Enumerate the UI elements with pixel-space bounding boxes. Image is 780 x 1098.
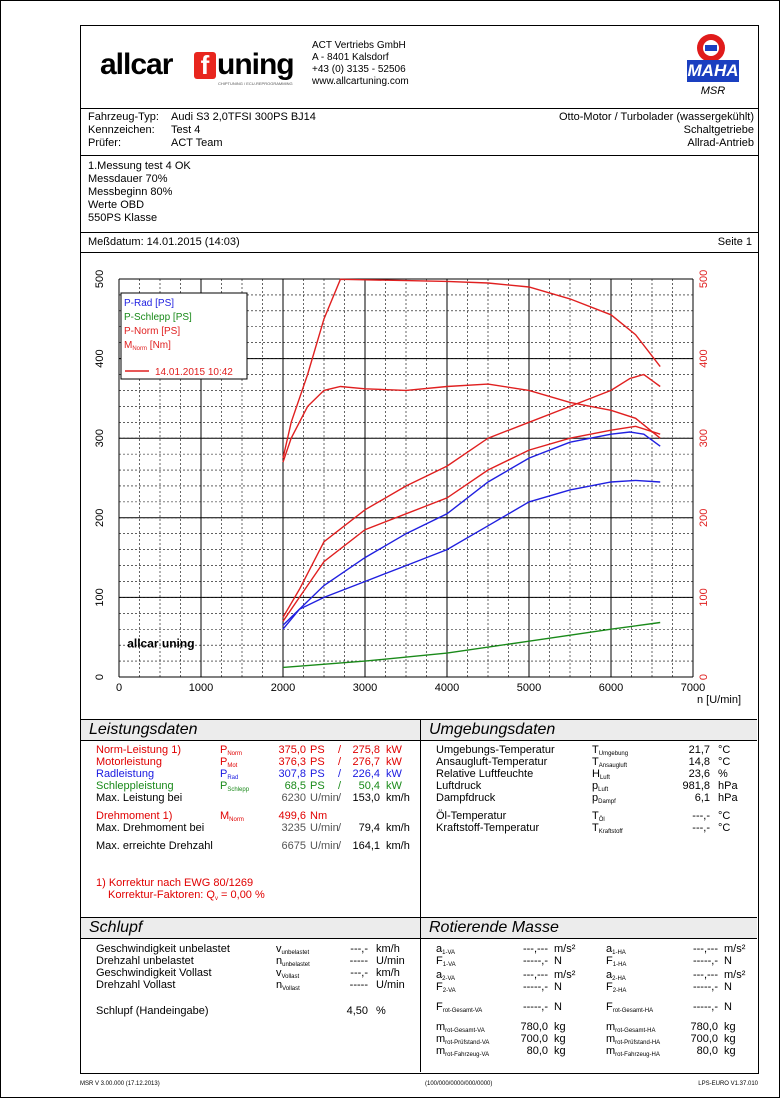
leistung-separator: / (338, 768, 342, 780)
leistung-value-2: 79,4 (358, 822, 380, 834)
symbol: P (220, 756, 228, 768)
vehicle-value: ACT Team (171, 137, 223, 149)
divider (80, 155, 758, 156)
section-title-masse: Rotierende Masse (421, 917, 757, 939)
leistung-value-1: 499,6 (278, 810, 306, 822)
symbol: a (436, 969, 443, 981)
symbol-sub: rot-Gesamt-HA (612, 1008, 654, 1014)
masse-va-unit: N (554, 1001, 562, 1013)
logo-text-left: allcar (100, 48, 173, 81)
leistung-separator: / (338, 756, 342, 768)
masse-va-value: ---,--- (522, 969, 548, 981)
symbol-sub: Schlepp (227, 787, 250, 793)
schlupf-unit: U/min (376, 955, 405, 967)
symbol: a (436, 943, 443, 955)
leistung-unit-1: Nm (310, 810, 328, 822)
note-line: Messdauer 70% (88, 173, 168, 185)
symbol: p (592, 780, 599, 792)
section-title-leistung: Leistungsdaten (81, 719, 420, 741)
symbol: T (592, 822, 599, 834)
masse-ha-unit: N (724, 981, 732, 993)
masse-va-value: -----,- (522, 1001, 548, 1013)
legend-entry: P-Schlepp [PS] (124, 312, 192, 323)
umgebung-unit: °C (718, 810, 731, 822)
symbol-sub: 2-VA (442, 988, 456, 994)
chart-watermark: allcar uning (127, 636, 195, 651)
symbol-sub: Kraftstoff (598, 829, 623, 835)
masse-ha-symbol (606, 1001, 653, 1017)
divider (80, 108, 758, 109)
vehicle-row (88, 111, 316, 124)
schlupf-label: Drehzahl unbelastet (96, 955, 194, 967)
schlupf-label: Drehzahl Vollast (96, 979, 176, 991)
leistung-value-1: 376,3 (278, 756, 306, 768)
symbol-sub: Ansaugluft (598, 763, 628, 769)
leistung-value-2: 226,4 (352, 768, 380, 780)
y-right-tick-label: 400 (698, 349, 710, 368)
masse-ha-unit: N (724, 955, 732, 967)
symbol: P (220, 780, 228, 792)
y-left-tick-label: 100 (94, 588, 106, 607)
masse-va-symbol (436, 981, 456, 997)
symbol-sub: rot-Prüfstand-VA (445, 1040, 490, 1046)
leistung-value-2: 275,8 (352, 744, 380, 756)
masse-ha-symbol (606, 981, 626, 997)
power-torque-chart (81, 253, 757, 715)
maha-logo (683, 33, 743, 101)
umgebung-value: 23,6 (688, 768, 710, 780)
masse-ha-value: 780,0 (690, 1021, 718, 1033)
masse-ha-unit: m/s² (724, 943, 746, 955)
leistung-unit-2: km/h (386, 840, 410, 852)
symbol: v (276, 943, 282, 955)
masse-va-unit: N (554, 955, 562, 967)
leistung-unit-2: kW (386, 744, 402, 756)
symbol: F (436, 981, 443, 993)
leistung-unit-2: km/h (386, 792, 410, 804)
schlupf-table (96, 943, 418, 1033)
series-line-0 (283, 432, 660, 625)
symbol-sub: rot-Prüfstand-HA (615, 1040, 661, 1046)
series-line-6 (283, 384, 660, 462)
section-title-schlupf: Schlupf (81, 917, 420, 939)
umgebung-unit: °C (718, 744, 731, 756)
symbol-sub: 1-HA (612, 962, 627, 968)
schlupf-symbol (276, 979, 300, 995)
umgebung-label: Kraftstoff-Temperatur (436, 822, 540, 834)
leistung-value-1: 6230 (281, 792, 306, 804)
vehicle-info (88, 111, 316, 150)
leistung-unit-1: PS (310, 780, 325, 792)
symbol: F (606, 1001, 613, 1013)
symbol: F (436, 955, 443, 967)
series-line-3 (283, 375, 660, 618)
schlupf-value: ----- (349, 979, 368, 991)
footnote-factors (108, 889, 265, 905)
note-line: 1.Messung test 4 OK (88, 160, 191, 172)
leistung-table (96, 744, 418, 914)
leistung-unit-1: PS (310, 744, 325, 756)
schlupf-value: ---,- (350, 967, 368, 979)
umgebung-label: Luftdruck (436, 780, 482, 792)
note-line: Werte OBD (88, 199, 145, 211)
gearbox-type: Schaltgetriebe (683, 124, 754, 136)
umgebung-value: ---,- (692, 810, 710, 822)
symbol: a (606, 943, 613, 955)
symbol: m (436, 1045, 446, 1057)
schlupf-label: Geschwindigkeit unbelastet (96, 943, 230, 955)
vehicle-info-right (559, 111, 754, 150)
schlupf-label: Geschwindigkeit Vollast (96, 967, 212, 979)
umgebung-symbol (592, 792, 616, 808)
schlupf-value: 4,50 (346, 1005, 368, 1017)
symbol-sub: unbelastet (281, 950, 310, 956)
vehicle-row (88, 124, 316, 137)
masse-va-unit: kg (554, 1045, 566, 1057)
masse-va-symbol (436, 1045, 489, 1061)
symbol: M (220, 810, 230, 822)
symbol-sub: 2-VA (442, 976, 456, 982)
masse-ha-unit: m/s² (724, 969, 746, 981)
leistung-label: Max. erreichte Drehzahl (96, 840, 213, 852)
x-tick-label: 6000 (598, 682, 624, 694)
umgebung-unit: % (718, 768, 728, 780)
footer-version: MSR V 3.00.000 (17.12.2013) (80, 1081, 160, 1087)
maha-ring-text: Maschinenbau Haldenwang (683, 33, 708, 35)
umgebung-unit: °C (718, 756, 731, 768)
masse-table (436, 943, 752, 1071)
leistung-unit-1: U/min (310, 792, 339, 804)
symbol-sub: Vollast (281, 974, 300, 980)
symbol-sub: Norm (227, 751, 243, 757)
footnote-correction: 1) Korrektur nach EWG 80/1269 (96, 877, 254, 889)
umgebung-label: Öl-Temperatur (436, 810, 507, 822)
masse-ha-value: -----,- (692, 1001, 718, 1013)
masse-va-unit: m/s² (554, 943, 576, 955)
vehicle-value: Audi S3 2,0TFSI 300PS BJ14 (171, 111, 316, 123)
note-line: Messbeginn 80% (88, 186, 173, 198)
series-line-1 (283, 480, 660, 629)
symbol: m (436, 1033, 446, 1045)
leistung-label: Max. Leistung bei (96, 792, 183, 804)
umgebung-label: Dampfdruck (436, 792, 496, 804)
umgebung-label: Umgebungs-Temperatur (436, 744, 555, 756)
x-tick-label: 3000 (352, 682, 378, 694)
leistung-symbol (220, 810, 244, 826)
leistung-value-1: 6675 (281, 840, 306, 852)
symbol-sub: Luft (598, 787, 609, 793)
masse-ha-unit: kg (724, 1021, 736, 1033)
x-axis-label: n [U/min] (697, 694, 742, 706)
symbol: P (220, 744, 228, 756)
umgebung-unit: °C (718, 822, 731, 834)
symbol-sub: rot-Fahrzeug-VA (445, 1052, 490, 1058)
leistung-symbol (220, 780, 249, 796)
maha-brand: MAHA (687, 61, 739, 80)
symbol-sub: 2-HA (612, 988, 627, 994)
leistung-value-2: 276,7 (352, 756, 380, 768)
leistung-unit-2: kW (386, 780, 402, 792)
leistung-unit-2: kW (386, 756, 402, 768)
umgebung-value: 6,1 (694, 792, 710, 804)
leistung-value-2: 50,4 (358, 780, 380, 792)
symbol-sub: 1-VA (442, 950, 456, 956)
leistung-separator: / (338, 792, 342, 804)
symbol-sub: 1-HA (612, 950, 626, 956)
y-left-tick-label: 300 (94, 429, 106, 448)
note-line: 550PS Klasse (88, 212, 158, 224)
measurement-notes (88, 160, 191, 225)
masse-va-value: 80,0 (526, 1045, 548, 1057)
leistung-label: Drehmoment 1) (96, 810, 173, 822)
legend-entry: P-Norm [PS] (124, 326, 181, 337)
x-tick-label: 1000 (188, 682, 214, 694)
symbol: n (276, 955, 283, 967)
leistung-separator: / (338, 780, 342, 792)
leistung-unit-1: U/min (310, 840, 339, 852)
symbol-sub: Rad (227, 775, 239, 781)
x-tick-label: 7000 (680, 682, 706, 694)
symbol-sub: Mot (227, 763, 238, 769)
leistung-label: Motorleistung (96, 756, 163, 768)
symbol: F (606, 981, 613, 993)
umgebung-unit: hPa (718, 792, 738, 804)
symbol-sub: rot-Gesamt-VA (442, 1008, 483, 1014)
symbol-sub: rot-Gesamt-VA (445, 1028, 485, 1034)
drive-type: Allrad-Antrieb (687, 137, 754, 149)
masse-ha-unit: kg (724, 1033, 736, 1045)
symbol-sub: Vollast (282, 986, 300, 992)
umgebung-value: ---,- (692, 822, 710, 834)
measurement-date: Meßdatum: 14.01.2015 (14:03) (88, 236, 240, 248)
masse-ha-value: 700,0 (690, 1033, 718, 1045)
schlupf-unit: U/min (376, 979, 405, 991)
umgebung-table (436, 744, 752, 854)
y-right-tick-label: 500 (698, 269, 710, 289)
symbol-sub: 2-HA (612, 976, 626, 982)
vehicle-label: Fahrzeug-Typ: (88, 111, 159, 123)
leistung-separator: / (338, 822, 342, 834)
leistung-value-2: 153,0 (352, 792, 380, 804)
leistung-unit-2: km/h (386, 822, 410, 834)
symbol: m (606, 1045, 616, 1057)
schlupf-unit: km/h (376, 967, 400, 979)
leistung-value-1: 375,0 (278, 744, 306, 756)
footer-lps: LPS-EURO V1.37.010 (698, 1081, 758, 1087)
company-line: www.allcartuning.com (312, 76, 409, 87)
symbol: v (276, 967, 282, 979)
y-left-tick-label: 500 (94, 269, 106, 289)
company-line: +43 (0) 3135 - 52506 (312, 64, 406, 75)
masse-va-symbol (436, 1001, 482, 1017)
y-right-tick-label: 200 (698, 508, 710, 527)
symbol-sub: 1-VA (442, 962, 456, 968)
leistung-label: Max. Drehmoment bei (96, 822, 205, 834)
masse-va-value: 780,0 (520, 1021, 548, 1033)
divider (80, 232, 758, 233)
symbol: n (276, 979, 283, 991)
leistung-value-1: 68,5 (284, 780, 306, 792)
masse-va-unit: m/s² (554, 969, 576, 981)
masse-va-value: ---,--- (522, 943, 548, 955)
symbol: P (220, 768, 228, 780)
leistung-value-1: 3235 (281, 822, 306, 834)
masse-ha-symbol (606, 1045, 660, 1061)
masse-va-value: 700,0 (520, 1033, 548, 1045)
symbol-sub: unbelastet (282, 962, 310, 968)
section-title-umgebung: Umgebungsdaten (421, 719, 757, 741)
masse-ha-value: -----,- (692, 981, 718, 993)
x-tick-label: 0 (115, 682, 123, 694)
umgebung-label: Relative Luftfeuchte (436, 768, 534, 780)
x-tick-label: 5000 (516, 682, 542, 694)
column-divider (420, 917, 421, 1072)
umgebung-value: 14,8 (688, 756, 710, 768)
logo-subtitle: CHIPTUNING / ECU-REPROGRAMMING (218, 81, 293, 86)
masse-va-value: -----,- (522, 981, 548, 993)
logo-text-right: uning (217, 48, 294, 81)
y-right-tick-label: 100 (698, 588, 710, 607)
symbol: p (592, 792, 599, 804)
symbol-sub: Umgebung (598, 751, 629, 757)
factor-value: = 0,00 % (217, 889, 265, 901)
symbol-sub: Dampf (598, 799, 616, 805)
masse-ha-unit: kg (724, 1045, 736, 1057)
company-line: A - 8401 Kalsdorf (312, 52, 389, 63)
symbol-sub: Norm (229, 817, 244, 823)
vehicle-label: Kennzeichen: (88, 124, 155, 136)
schlupf-value: ----- (349, 955, 368, 967)
masse-va-unit: kg (554, 1021, 566, 1033)
leistung-label: Norm-Leistung 1) (96, 744, 181, 756)
leistung-label: Radleistung (96, 768, 155, 780)
footer-code: (100/000/0000/000/0000) (425, 1081, 493, 1087)
engine-type: Otto-Motor / Turbolader (wassergekühlt) (558, 111, 754, 123)
umgebung-symbol (592, 822, 623, 838)
y-left-tick-label: 400 (94, 349, 106, 368)
schlupf-label: Schlupf (Handeingabe) (96, 1005, 209, 1017)
leistung-label: Schleppleistung (96, 780, 174, 792)
y-right-tick-label: 0 (698, 673, 710, 681)
umgebung-value: 21,7 (688, 744, 710, 756)
symbol: a (606, 969, 613, 981)
leistung-unit-1: PS (310, 756, 325, 768)
vehicle-row (88, 137, 316, 150)
legend-entry: P-Rad [PS] (124, 298, 175, 309)
leistung-unit-2: kW (386, 768, 402, 780)
y-left-tick-label: 200 (94, 508, 106, 527)
maha-emblem-icon (691, 33, 731, 63)
symbol: m (436, 1021, 446, 1033)
factor-label: Korrektur-Faktoren: Q (108, 889, 215, 901)
symbol: T (592, 744, 599, 756)
symbol: T (592, 756, 599, 768)
symbol: m (606, 1033, 616, 1045)
factor-sub: v (214, 896, 218, 902)
x-tick-label: 4000 (434, 682, 460, 694)
vehicle-value: Test 4 (171, 124, 201, 136)
column-divider (420, 719, 421, 917)
leistung-value-1: 307,8 (278, 768, 306, 780)
leistung-separator: / (338, 840, 342, 852)
masse-ha-value: ---,--- (692, 943, 718, 955)
masse-va-unit: N (554, 981, 562, 993)
y-left-tick-label: 0 (94, 673, 106, 681)
masse-ha-value: ---,--- (692, 969, 718, 981)
header-logo (100, 48, 300, 94)
symbol: F (436, 1001, 443, 1013)
masse-ha-unit: N (724, 1001, 732, 1013)
leistung-value-2: 164,1 (352, 840, 380, 852)
legend-run-label: 14.01.2015 10:42 (155, 367, 233, 378)
symbol: F (606, 955, 613, 967)
company-address (312, 40, 409, 88)
maha-sub: MSR (700, 85, 726, 97)
page-number: Seite 1 (717, 236, 752, 248)
symbol-sub: Öl (598, 817, 605, 823)
symbol: T (592, 810, 599, 822)
symbol-sub: rot-Gesamt-HA (615, 1028, 656, 1034)
leistung-separator: / (338, 744, 342, 756)
leistung-unit-1: PS (310, 768, 325, 780)
umgebung-unit: hPa (718, 780, 738, 792)
masse-va-unit: kg (554, 1033, 566, 1045)
symbol-sub: rot-Fahrzeug-HA (615, 1052, 660, 1058)
logo-f-badge: f (194, 52, 216, 79)
umgebung-label: Ansaugluft-Temperatur (436, 756, 548, 768)
company-line: ACT Vertriebs GmbH (312, 40, 406, 51)
symbol: m (606, 1021, 616, 1033)
schlupf-value: ---,- (350, 943, 368, 955)
symbol: H (592, 768, 600, 780)
vehicle-label: Prüfer: (88, 137, 122, 149)
x-tick-label: 2000 (270, 682, 296, 694)
masse-va-value: -----,- (522, 955, 548, 967)
masse-ha-value: 80,0 (696, 1045, 718, 1057)
schlupf-unit: % (376, 1005, 386, 1017)
masse-ha-value: -----,- (692, 955, 718, 967)
legend-entry: $M_{Norm}$ [Nm] (124, 340, 171, 352)
y-right-tick-label: 300 (698, 429, 710, 448)
umgebung-value: 981,8 (682, 780, 710, 792)
schlupf-unit: km/h (376, 943, 400, 955)
symbol-sub: Luft (599, 775, 610, 781)
leistung-unit-1: U/min (310, 822, 339, 834)
